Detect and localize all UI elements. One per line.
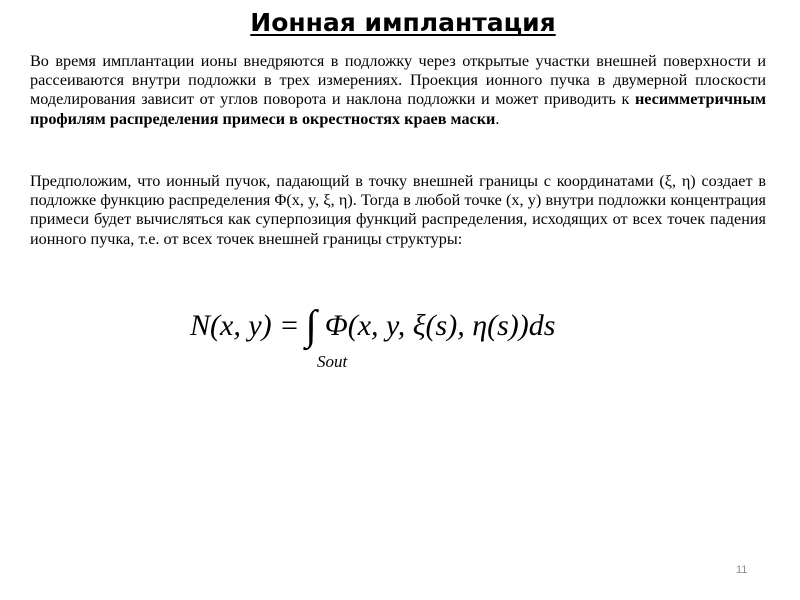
page-number: 11 <box>736 564 748 576</box>
slide-title: Ионная имплантация <box>250 8 556 37</box>
formula-lhs: N(x, y) = <box>190 309 300 342</box>
integral-formula <box>190 300 630 380</box>
paragraph-1-bold-text: несимметричным профилям распределения примеси в окрестностях краев маски <box>30 90 766 128</box>
formula-integrand: Φ(x, y, ξ(s), η(s))ds <box>324 309 556 342</box>
integral-sign: ∫ <box>305 303 317 349</box>
integral-subscript: Sout <box>317 352 348 371</box>
paragraph-2: Предположим, что ионный пучок, падающий в точку внешней границы с координатами (ξ, η) создает в подложке функцию распределения Φ(x, y, ξ, η). Тогда в любой точке (x, y) внутри подложки концентрация примеси будет вычисляться как суперпозиция функций распределения, исходящих от всех точек падения ионного пучка, т.е. от всех точек внешней границы структуры: <box>30 172 766 248</box>
paragraph-1-text: Во время имплантации ионы внедряются в подложку через открытые участки внешней поверхности и рассеиваются внутри подложки в трех измерениях. Проекция ионного пучка в двумерной плоскости моделирования зависит от углов поворота и наклона подложки и может приводить к <box>30 52 766 109</box>
paragraph-1 <box>30 52 766 129</box>
paragraph-1-end: . <box>495 109 500 128</box>
